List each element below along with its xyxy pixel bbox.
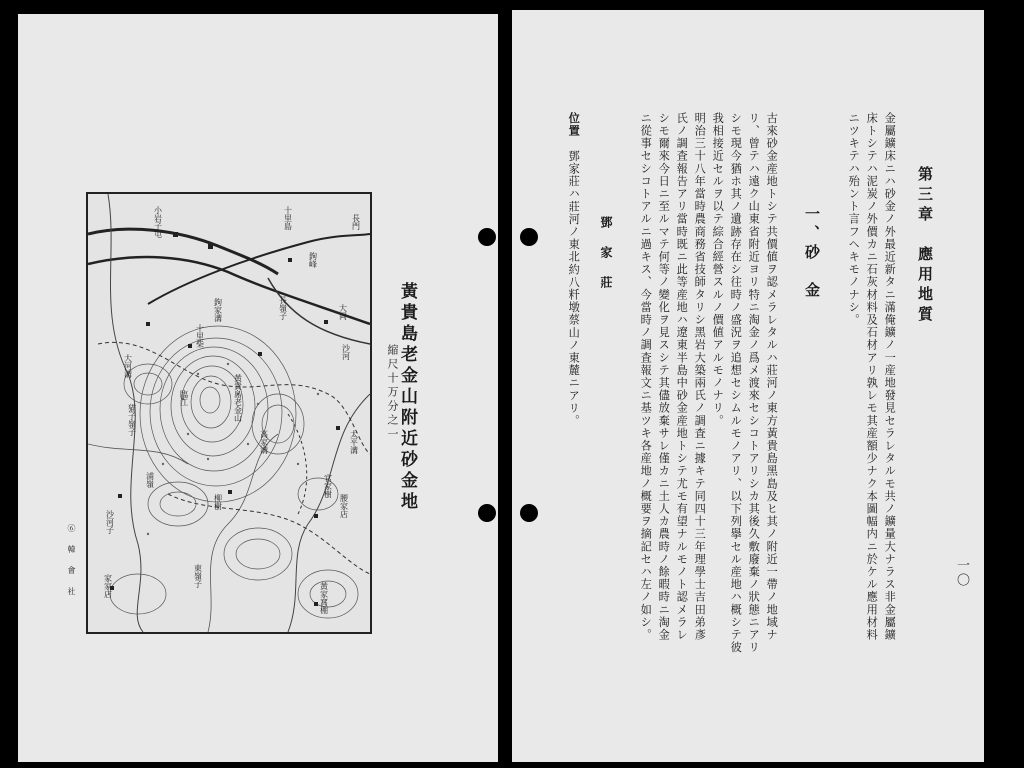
map-label: 沙河子 bbox=[105, 510, 115, 534]
section-paragraph-line: シモ爾來今日ニ至ルマテ何等ノ變化ヲ見スシテ其儘放棄サレ僅カニ土人カ農時ノ餘暇時ニ淘金 bbox=[657, 112, 671, 642]
map-label: 家家店 bbox=[103, 574, 113, 598]
map-label: 柳樹 bbox=[213, 494, 223, 510]
map-label: 長嶺子 bbox=[278, 296, 288, 320]
map-label: 臨江 bbox=[179, 390, 189, 406]
map-label: 太平溝 bbox=[349, 430, 359, 454]
section-heading: 一、砂 金 bbox=[803, 206, 821, 301]
section-paragraph-line: 我相接近セルヲ以テ綜合經營スルノ價値アルモノナリ。 bbox=[711, 112, 725, 427]
map-label: 長門 bbox=[351, 214, 361, 230]
locality-label: 位置 bbox=[567, 112, 582, 138]
locality-text: 鄧家莊ハ莊河ノ東北約八粁墩蔡山ノ東麓ニアリ。 bbox=[567, 150, 581, 428]
map-label: 十里柴 bbox=[195, 324, 205, 348]
intro-line: 金屬鑛床ニハ砂金ノ外最近新タニ滿俺鑛ノ一産地發見セラレタルモ共ノ鑛量大ナラス非金屬鑛 bbox=[883, 112, 897, 642]
left-page bbox=[18, 14, 498, 762]
map-credit: ⑥ 韓 會 社 bbox=[67, 524, 76, 597]
map-drawing bbox=[88, 194, 370, 632]
map-label: 黃貴島老金山 bbox=[233, 374, 243, 422]
map-label: 小岩子屯 bbox=[153, 206, 163, 238]
binding-hole bbox=[478, 504, 496, 522]
map-label: 沙河 bbox=[341, 344, 351, 360]
chapter-title: 第三章 應用地質 bbox=[916, 166, 934, 326]
section-paragraph-line: リ、曾テハ遠ク山東省附近ヨリ特ニ淘金ノ爲メ渡來セシコトアリシカ其後久敷廢棄ノ狀態ニアリ bbox=[747, 112, 761, 654]
intro-line: ニツキテハ殆ント言フヘキモノナシ。 bbox=[847, 112, 861, 327]
page-number: 一〇 bbox=[954, 558, 969, 588]
map-label: 大岡 bbox=[338, 304, 348, 320]
section-paragraph-line: 氏ノ調査報告アリ當時既ニ此等産地ハ遼東半島中砂金産地トシテ尤モ有望ナルモノト認メラレ bbox=[675, 112, 689, 642]
map-label: 腰家店 bbox=[339, 494, 349, 518]
gold-field-map bbox=[86, 192, 372, 634]
right-page bbox=[512, 10, 984, 762]
section-paragraph-line: シモ現今猶ホ其ノ遺跡存在シ往時ノ盛況ヲ追想セシムルモノアリ、以下列擧セル産地ハ概シテ彼 bbox=[729, 112, 743, 654]
map-label: 十里島 bbox=[283, 206, 293, 230]
map-label: 高家溝 bbox=[259, 430, 269, 454]
map-scale: 縮尺十万分之一 bbox=[386, 344, 399, 442]
map-label: 東嶺子 bbox=[193, 564, 203, 588]
map-label: 官家樹 bbox=[323, 474, 333, 498]
map-title: 黃貴島老金山附近砂金地 bbox=[397, 282, 417, 513]
binding-hole bbox=[520, 504, 538, 522]
map-label: 鉤峰 bbox=[308, 252, 318, 268]
locality-heading: 鄧 家 莊 bbox=[599, 216, 613, 291]
intro-line: 床トシテハ泥炭ノ外價カニ石灰材料及石材アリ孰レモ其産額少ナク本圖幅内ニ於ケル應用材料 bbox=[865, 112, 879, 642]
map-label: 猫子嶺子 bbox=[127, 404, 137, 436]
binding-hole bbox=[478, 228, 496, 246]
section-paragraph-line: ニ從事セシコトアルニ過キス、今當時ノ調査報文ニ基ツキ各産地ノ概要ヲ摘記セハ左ノ如シ。 bbox=[639, 112, 653, 642]
binding-hole bbox=[520, 228, 538, 246]
section-paragraph-line: 古來砂金産地トシテ共價値ヲ認メラレタルハ莊河ノ東方黃貴島黑島及ヒ其ノ附近一帶ノ地域ナ bbox=[765, 112, 779, 642]
map-label: 黃家窩棚 bbox=[319, 582, 329, 614]
map-label: 大河溝 bbox=[123, 354, 133, 378]
map-label: 鉤家溝 bbox=[213, 298, 223, 322]
section-paragraph-line: 明治三十八年當時農商務省技師タリシ黑岩大築兩氏ノ調査ニ據キテ同四十三年理學士吉田弟彥 bbox=[693, 112, 707, 642]
map-label: 浦嶺 bbox=[145, 472, 155, 488]
